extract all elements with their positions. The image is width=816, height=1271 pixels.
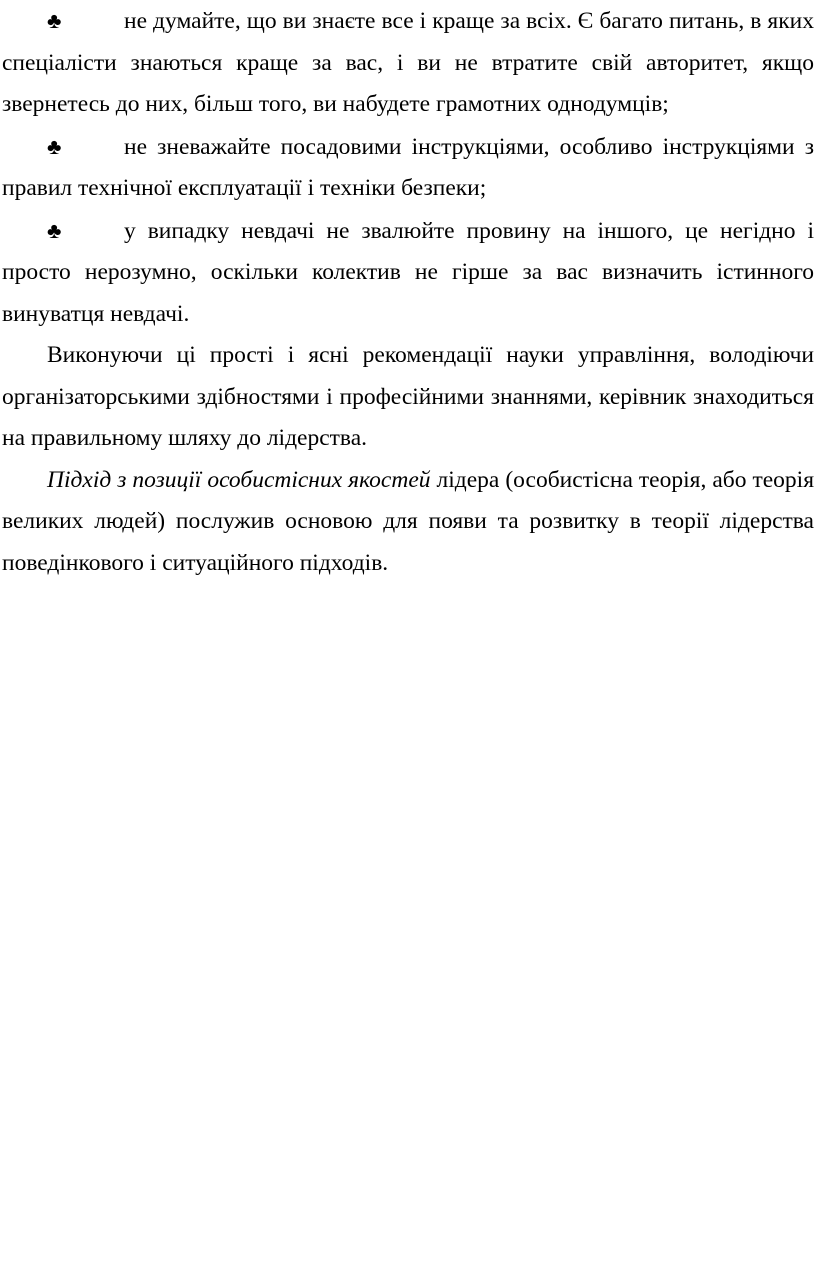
bullet-item-1: [2, 0, 814, 126]
bullet-text-2: не зневажайте посадовими інструкціями, особливо інструкціями з правил технічної експлуатації і техніки безпеки;: [2, 133, 814, 201]
bullet-text-3: у випадку невдачі не звалюйте провину на іншого, це негідно і просто нерозумно, оскільки колектив не гірше за вас визначить істинного винуватця невдачі.: [2, 217, 814, 327]
club-suit-icon: ♣: [47, 133, 62, 159]
bullet-item-2: [2, 126, 814, 210]
paragraph-recommendations: Виконуючи ці прості і ясні рекомендації науки управління, володіючи організаторськими здібностями і професійними знаннями, керівник знаходиться на правильному шляху до лідерства.: [2, 342, 814, 451]
bullet-text-1: не думайте, що ви знаєте все і краще за всіх. Є багато питань, в яких спеціалісти знаються краще за вас, і ви не втратите свій авторитет, якщо звернетесь до них, більш того, ви набудете грамотних однодумців;: [2, 8, 814, 117]
italic-term: Підхід з позиції особистісних якостей: [47, 466, 431, 493]
club-suit-icon: ♣: [47, 217, 62, 243]
bullet-item-3: [2, 210, 814, 336]
paragraph-trait-approach: [2, 460, 814, 585]
paragraph-trait-approach-text: лідера (особистісна теорія, або теорія великих людей) послужив основою для появи та розвитку в теорії лідерства поведінкового і ситуаційного підходів.: [2, 466, 815, 576]
club-suit-icon: ♣: [47, 8, 62, 33]
document-body: [2, 0, 814, 584]
